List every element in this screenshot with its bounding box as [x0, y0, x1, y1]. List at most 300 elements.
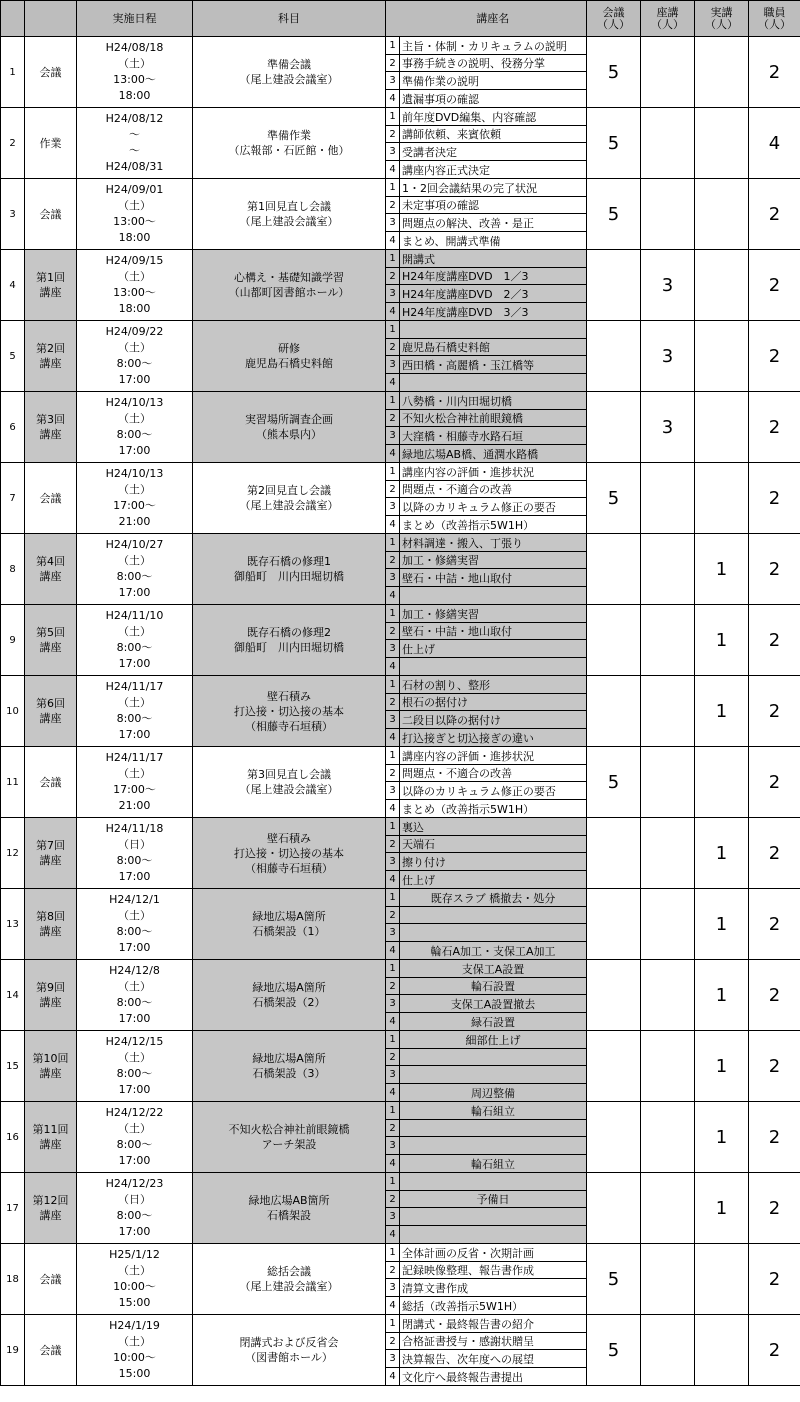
- attend-count: [641, 960, 695, 1031]
- date-line: 17:00: [118, 1083, 151, 1096]
- session-date: [77, 179, 193, 250]
- date-line: H24/11/17: [105, 751, 164, 764]
- row-number: 8: [1, 534, 25, 605]
- date-line: （土）: [118, 341, 151, 354]
- lecture-name: H24年度講座DVD 1／3: [400, 268, 587, 285]
- lecture-number: 1: [386, 676, 400, 694]
- date-line: H24/12/8: [109, 964, 160, 977]
- lecture-number: 2: [386, 836, 400, 853]
- table-row: [1, 1173, 800, 1191]
- lecture-name: 総括（改善指示5W1H）: [400, 1297, 587, 1315]
- date-line: 8:00～: [116, 1138, 153, 1151]
- session-date: [77, 463, 193, 534]
- attend-count: [641, 1102, 695, 1173]
- lecture-name: 講座内容の評価・進捗状況: [400, 747, 587, 765]
- lecture-name: まとめ（改善指示5W1H）: [400, 800, 587, 818]
- lecture-number: 2: [386, 978, 400, 995]
- session-subject: [193, 1031, 386, 1102]
- table-row: [1, 1315, 800, 1333]
- header-lecture: 講座名: [400, 1, 587, 37]
- lecture-name: 緑地広場AB橋、通潤水路橋: [400, 445, 587, 463]
- session-date: [77, 960, 193, 1031]
- date-line: H24/10/13: [105, 467, 164, 480]
- session-type: 第7回 講座: [25, 818, 77, 889]
- date-line: H24/09/15: [105, 254, 164, 267]
- lecture-name: 問題点・不適合の改善: [400, 765, 587, 782]
- attend-count: [641, 534, 695, 605]
- lecture-name: 以降のカリキュラム修正の要否: [400, 782, 587, 800]
- date-line: （日）: [118, 1193, 151, 1206]
- date-line: H24/09/22: [105, 325, 164, 338]
- lecture-name: 合格証書授与・感謝状贈呈: [400, 1333, 587, 1350]
- lecture-number: 3: [386, 285, 400, 303]
- lecture-name: 輪石設置: [400, 978, 587, 995]
- staff-count: 2: [749, 37, 800, 108]
- staff-count: 2: [749, 1031, 800, 1102]
- practice-count: 1: [695, 818, 749, 889]
- lecture-number: 3: [386, 498, 400, 516]
- lecture-number: 2: [386, 481, 400, 498]
- row-number: 19: [1, 1315, 25, 1386]
- session-type: 第3回 講座: [25, 392, 77, 463]
- staff-count: 2: [749, 676, 800, 747]
- session-date: [77, 108, 193, 179]
- subject-line: （相藤寺石垣積）: [245, 861, 333, 875]
- session-type: 第6回 講座: [25, 676, 77, 747]
- meeting-count: 5: [587, 463, 641, 534]
- lecture-number: 4: [386, 658, 400, 676]
- lecture-name: 予備日: [400, 1191, 587, 1208]
- date-line: H24/11/10: [105, 609, 164, 622]
- lecture-number: 1: [386, 108, 400, 126]
- date-line: H24/11/17: [105, 680, 164, 693]
- session-date: [77, 889, 193, 960]
- lecture-name: 1・2回会議結果の完了状況: [400, 179, 587, 197]
- subject-line: 緑地広場A箇所: [252, 981, 326, 994]
- date-line: 10:00～: [113, 1280, 156, 1293]
- staff-count: 2: [749, 1315, 800, 1386]
- date-line: H25/1/12: [109, 1248, 160, 1261]
- practice-count: 1: [695, 676, 749, 747]
- practice-count: [695, 250, 749, 321]
- lecture-name: 擦り付け: [400, 853, 587, 871]
- row-number: 1: [1, 37, 25, 108]
- lecture-number: 3: [386, 995, 400, 1013]
- subject-line: （広報部・石匠館・他）: [228, 144, 350, 157]
- lecture-name: 主旨・体制・カリキュラムの説明: [400, 37, 587, 55]
- lecture-number: 4: [386, 1013, 400, 1031]
- lecture-name: 受講者決定: [400, 143, 587, 161]
- lecture-name: 緑石設置: [400, 1013, 587, 1031]
- date-line: （土）: [118, 1122, 151, 1135]
- date-line: 8:00～: [116, 996, 153, 1009]
- date-line: （土）: [118, 980, 151, 993]
- session-type: 会議: [25, 1315, 77, 1386]
- date-line: 8:00～: [116, 925, 153, 938]
- header-date: 実施日程: [77, 1, 193, 37]
- date-line: （日）: [118, 838, 151, 851]
- subject-line: 打込接・切込接の基本: [234, 846, 344, 860]
- lecture-name: [400, 907, 587, 924]
- practice-count: 1: [695, 1102, 749, 1173]
- date-line: H24/10/13: [105, 396, 164, 409]
- table-row: [1, 108, 800, 126]
- header-practice: 実講 （人）: [695, 1, 749, 37]
- lecture-name: 根石の据付け: [400, 694, 587, 711]
- row-number: 9: [1, 605, 25, 676]
- date-line: 17:00: [118, 941, 151, 954]
- session-date: [77, 1031, 193, 1102]
- lecture-name: 清算文書作成: [400, 1279, 587, 1297]
- meeting-count: [587, 1031, 641, 1102]
- session-subject: [193, 1244, 386, 1315]
- lecture-number: 3: [386, 214, 400, 232]
- row-number: 7: [1, 463, 25, 534]
- subject-line: 緑地広場AB箇所: [248, 1194, 330, 1207]
- meeting-count: [587, 321, 641, 392]
- session-date: [77, 1173, 193, 1244]
- date-line: （土）: [118, 909, 151, 922]
- lecture-name: [400, 374, 587, 392]
- meeting-count: [587, 676, 641, 747]
- date-line: （土）: [118, 57, 151, 70]
- staff-count: 2: [749, 1102, 800, 1173]
- lecture-name: 壁石・中詰・地山取付: [400, 623, 587, 640]
- session-date: [77, 534, 193, 605]
- lecture-number: 2: [386, 55, 400, 72]
- lecture-name: まとめ、開講式準備: [400, 232, 587, 250]
- row-number: 2: [1, 108, 25, 179]
- practice-count: [695, 37, 749, 108]
- subject-line: 心構え・基礎知識学習: [234, 271, 344, 284]
- meeting-count: [587, 605, 641, 676]
- subject-line: 打込接・切込接の基本: [234, 704, 344, 718]
- row-number: 17: [1, 1173, 25, 1244]
- staff-count: 2: [749, 392, 800, 463]
- lecture-name: まとめ（改善指示5W1H）: [400, 516, 587, 534]
- lecture-number: 3: [386, 711, 400, 729]
- date-line: （土）: [118, 412, 151, 425]
- header-num: [386, 1, 400, 37]
- table-row: [1, 1102, 800, 1120]
- attend-count: [641, 463, 695, 534]
- lecture-number: 4: [386, 729, 400, 747]
- table-row: [1, 605, 800, 623]
- lecture-name: [400, 587, 587, 605]
- subject-line: 不知火松合神社前眼鏡橋: [228, 1123, 350, 1136]
- subject-line: （山都町図書館ホール）: [228, 286, 350, 299]
- lecture-number: 4: [386, 445, 400, 463]
- lecture-name: 二段目以降の据付け: [400, 711, 587, 729]
- practice-count: 1: [695, 960, 749, 1031]
- date-line: 13:00～: [113, 286, 156, 299]
- subject-line: 準備作業: [267, 129, 311, 142]
- lecture-number: 1: [386, 1102, 400, 1120]
- lecture-number: 2: [386, 1333, 400, 1350]
- subject-line: （尾上建設会議室）: [239, 215, 339, 228]
- session-subject: [193, 676, 386, 747]
- row-number: 16: [1, 1102, 25, 1173]
- lecture-name: 仕上げ: [400, 640, 587, 658]
- subject-line: 第2回見直し会議: [247, 484, 331, 497]
- session-date: [77, 605, 193, 676]
- subject-line: 壁石積み: [267, 831, 311, 845]
- subject-line: （相藤寺石垣積）: [245, 719, 333, 733]
- lecture-number: 1: [386, 250, 400, 268]
- date-line: 17:00: [118, 444, 151, 457]
- lecture-name: 開講式: [400, 250, 587, 268]
- lecture-name: [400, 1226, 587, 1244]
- practice-count: 1: [695, 1173, 749, 1244]
- lecture-number: 3: [386, 569, 400, 587]
- attend-count: [641, 676, 695, 747]
- subject-line: （尾上建設会議室）: [239, 1280, 339, 1293]
- subject-line: 石橋架設（2）: [252, 996, 326, 1009]
- session-date: [77, 818, 193, 889]
- lecture-name: 支保工A設置: [400, 960, 587, 978]
- subject-line: 実習場所調査企画: [245, 413, 333, 426]
- row-number: 14: [1, 960, 25, 1031]
- lecture-number: 2: [386, 126, 400, 143]
- staff-count: 2: [749, 605, 800, 676]
- lecture-number: 1: [386, 534, 400, 552]
- subject-line: 石橋架設（3）: [252, 1067, 326, 1080]
- lecture-name: H24年度講座DVD 3／3: [400, 303, 587, 321]
- lecture-name: 決算報告、次年度への展望: [400, 1350, 587, 1368]
- lecture-number: 3: [386, 356, 400, 374]
- date-line: （土）: [118, 270, 151, 283]
- lecture-name: 周辺整備: [400, 1084, 587, 1102]
- date-line: （土）: [118, 696, 151, 709]
- practice-count: 1: [695, 534, 749, 605]
- attend-count: [641, 818, 695, 889]
- session-type: 会議: [25, 37, 77, 108]
- lecture-number: 1: [386, 1173, 400, 1191]
- subject-line: 研修: [278, 342, 300, 355]
- practice-count: [695, 463, 749, 534]
- lecture-number: 4: [386, 232, 400, 250]
- practice-count: [695, 1244, 749, 1315]
- lecture-name: 裏込: [400, 818, 587, 836]
- date-line: H24/12/22: [105, 1106, 164, 1119]
- date-line: 21:00: [118, 799, 151, 812]
- row-number: 11: [1, 747, 25, 818]
- date-line: H24/08/12: [105, 112, 164, 125]
- lecture-number: 4: [386, 303, 400, 321]
- lecture-name: 講師依頼、来賓依頼: [400, 126, 587, 143]
- staff-count: 2: [749, 1244, 800, 1315]
- session-type: 第11回 講座: [25, 1102, 77, 1173]
- date-line: （土）: [118, 625, 151, 638]
- lecture-name: 全体計画の反省・次期計画: [400, 1244, 587, 1262]
- lecture-name: [400, 321, 587, 339]
- session-subject: [193, 747, 386, 818]
- practice-count: [695, 179, 749, 250]
- header-no: [1, 1, 25, 37]
- lecture-number: 4: [386, 374, 400, 392]
- lecture-number: 1: [386, 37, 400, 55]
- subject-line: 鹿児島石橋史料館: [245, 357, 333, 370]
- session-subject: [193, 321, 386, 392]
- lecture-number: 4: [386, 1084, 400, 1102]
- date-line: （土）: [118, 1264, 151, 1277]
- session-subject: [193, 463, 386, 534]
- date-line: 18:00: [118, 89, 151, 102]
- lecture-number: 2: [386, 339, 400, 356]
- subject-line: 既存石橋の修理1: [247, 555, 331, 568]
- date-line: 18:00: [118, 231, 151, 244]
- date-line: 8:00～: [116, 570, 153, 583]
- subject-line: 閉講式および反省会: [239, 1336, 339, 1349]
- session-date: [77, 37, 193, 108]
- attend-count: [641, 747, 695, 818]
- table-row: [1, 392, 800, 410]
- meeting-count: [587, 1173, 641, 1244]
- session-type: 第9回 講座: [25, 960, 77, 1031]
- lecture-number: 3: [386, 1279, 400, 1297]
- subject-line: 総括会議: [267, 1265, 311, 1278]
- subject-line: （図書館ホール）: [245, 1351, 333, 1364]
- header-subject: 科目: [193, 1, 386, 37]
- lecture-name: 打込接ぎと切込接ぎの違い: [400, 729, 587, 747]
- lecture-number: 4: [386, 871, 400, 889]
- lecture-number: 2: [386, 552, 400, 569]
- lecture-name: 輪石A加工・支保工A加工: [400, 942, 587, 960]
- lecture-name: 講座内容の評価・進捗状況: [400, 463, 587, 481]
- staff-count: 2: [749, 463, 800, 534]
- practice-count: 1: [695, 889, 749, 960]
- subject-line: 既存石橋の修理2: [247, 626, 331, 639]
- session-subject: [193, 392, 386, 463]
- table-row: [1, 37, 800, 55]
- subject-line: （尾上建設会議室）: [239, 499, 339, 512]
- meeting-count: 5: [587, 37, 641, 108]
- subject-line: （尾上建設会議室）: [239, 73, 339, 86]
- session-date: [77, 1315, 193, 1386]
- lecture-name: 記録映像整理、報告書作成: [400, 1262, 587, 1279]
- date-line: （土）: [118, 1051, 151, 1064]
- lecture-name: 加工・修繕実習: [400, 552, 587, 569]
- subject-line: 御船町 川内田堀切橋: [234, 641, 344, 654]
- session-date: [77, 676, 193, 747]
- date-line: 17:00: [118, 728, 151, 741]
- lecture-name: 閉講式・最終報告書の紹介: [400, 1315, 587, 1333]
- schedule-body: [1, 37, 800, 1386]
- meeting-count: [587, 1102, 641, 1173]
- lecture-number: 4: [386, 587, 400, 605]
- meeting-count: [587, 960, 641, 1031]
- lecture-name: 仕上げ: [400, 871, 587, 889]
- session-type: 第12回 講座: [25, 1173, 77, 1244]
- staff-count: 2: [749, 321, 800, 392]
- table-row: [1, 321, 800, 339]
- practice-count: [695, 321, 749, 392]
- lecture-name: 石材の割り、整形: [400, 676, 587, 694]
- date-line: 10:00～: [113, 1351, 156, 1364]
- date-line: 17:00～: [113, 499, 156, 512]
- lecture-number: 3: [386, 1137, 400, 1155]
- session-date: [77, 1102, 193, 1173]
- session-type: 会議: [25, 463, 77, 534]
- lecture-number: 1: [386, 179, 400, 197]
- session-subject: [193, 250, 386, 321]
- lecture-number: 1: [386, 818, 400, 836]
- header-staff: 職員 （人）: [749, 1, 800, 37]
- staff-count: 2: [749, 1173, 800, 1244]
- staff-count: 2: [749, 179, 800, 250]
- session-type: 第1回 講座: [25, 250, 77, 321]
- practice-count: 1: [695, 1031, 749, 1102]
- lecture-name: 未定事項の確認: [400, 197, 587, 214]
- date-line: 8:00～: [116, 641, 153, 654]
- lecture-number: 4: [386, 161, 400, 179]
- attend-count: [641, 1031, 695, 1102]
- meeting-count: [587, 534, 641, 605]
- lecture-number: 2: [386, 907, 400, 924]
- subject-line: アーチ架設: [261, 1138, 317, 1151]
- date-line: 17:00: [118, 373, 151, 386]
- row-number: 6: [1, 392, 25, 463]
- date-line: 8:00～: [116, 1209, 153, 1222]
- staff-count: 4: [749, 108, 800, 179]
- date-line: H24/12/1: [109, 893, 160, 906]
- meeting-count: 5: [587, 1315, 641, 1386]
- session-date: [77, 250, 193, 321]
- session-subject: [193, 818, 386, 889]
- date-line: 17:00: [118, 870, 151, 883]
- date-line: H24/08/31: [105, 160, 164, 173]
- row-number: 10: [1, 676, 25, 747]
- date-line: 17:00: [118, 1154, 151, 1167]
- lecture-number: 3: [386, 1208, 400, 1226]
- table-row: [1, 960, 800, 978]
- date-line: 8:00～: [116, 357, 153, 370]
- date-line: H24/11/18: [105, 822, 164, 835]
- date-line: 8:00～: [116, 1067, 153, 1080]
- session-subject: [193, 1173, 386, 1244]
- lecture-name: 輪石組立: [400, 1155, 587, 1173]
- session-type: 会議: [25, 179, 77, 250]
- date-line: H24/10/27: [105, 538, 164, 551]
- lecture-number: 4: [386, 1368, 400, 1386]
- lecture-number: 3: [386, 782, 400, 800]
- session-type: 会議: [25, 747, 77, 818]
- lecture-number: 2: [386, 694, 400, 711]
- date-line: （土）: [118, 554, 151, 567]
- lecture-number: 1: [386, 1244, 400, 1262]
- attend-count: 3: [641, 321, 695, 392]
- date-line: 8:00～: [116, 712, 153, 725]
- session-subject: [193, 889, 386, 960]
- practice-count: [695, 747, 749, 818]
- session-type: 第10回 講座: [25, 1031, 77, 1102]
- staff-count: 2: [749, 250, 800, 321]
- session-type: 第4回 講座: [25, 534, 77, 605]
- lecture-number: 3: [386, 72, 400, 90]
- lecture-name: 以降のカリキュラム修正の要否: [400, 498, 587, 516]
- lecture-number: 3: [386, 1350, 400, 1368]
- lecture-number: 4: [386, 1226, 400, 1244]
- lecture-number: 1: [386, 605, 400, 623]
- date-line: 17:00: [118, 657, 151, 670]
- practice-count: [695, 1315, 749, 1386]
- date-line: （土）: [118, 199, 151, 212]
- lecture-name: 鹿児島石橋史料館: [400, 339, 587, 356]
- subject-line: 緑地広場A箇所: [252, 1052, 326, 1065]
- lecture-name: 準備作業の説明: [400, 72, 587, 90]
- lecture-number: 1: [386, 747, 400, 765]
- table-row: [1, 1031, 800, 1049]
